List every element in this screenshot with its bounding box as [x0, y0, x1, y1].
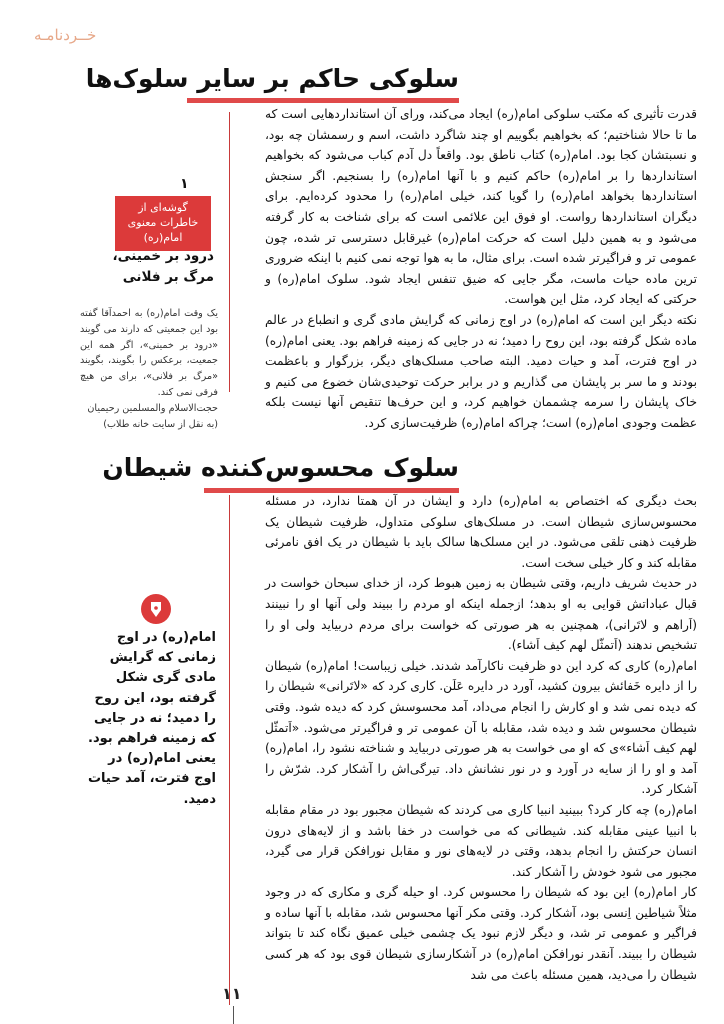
paragraph: نکته دیگر این است که امام(ره) در اوج زمانی که گرایش مادی گری و انطباع در عالم ماده شکل گرفته بود، این روح را دمید؛ نه در جایی که زمینه فراهم بود. یعنی امام(ره) در اوج فترت، آمد و حیات دمید. البته صاحب مسلک‌های دیگر، بزرگوار و باعظمت بودند و ما سر بر پایشان می گذاریم و در برابر حرکت توحیدی‌شان خضوع می کنیم و خاک پایشان را سرمه چشممان خواهیم کرد، و این حرف‌ها تنقیص آنها نیست بلکه عظمت وجودی امام(ره) است؛ چراکه امام(ره) ظرفیت‌سازی کرد. — [265, 312, 697, 430]
pen-nib-icon — [141, 594, 171, 624]
magazine-logo: خــردنامـه — [34, 26, 97, 44]
column-divider — [229, 495, 230, 1005]
paragraph: در حدیث شریف داریم، وقتی شیطان به زمین هبوط کرد، از خدای سبحان خواست در قبال عباداتش قوایی به او بدهد؛ ازجمله اینکه او مردم را ببیند ولی آنها او را نبینند (اَراهم و لاتَرانی)، همچنین به هر صورتی که خواست برای مردم دربیاید ولی او را تشخیص ندهند (اَتمثّل لهم کیف اَشاء). — [265, 576, 697, 653]
section-body-2 — [265, 491, 697, 985]
sidebar-number: ۱ — [180, 176, 189, 192]
page-number: ۱۱ — [222, 984, 242, 1003]
sidebar-text: یک وقت امام(ره) به احمدآقا گفته بود این جمعیتی که دارند می گویند «درود بر خمینی»، اگر همه این جمعیت، برعکس را بگویند، بگویند «مرگ بر فلانی»، برای من هیچ فرقی نمی کند. — [80, 308, 218, 398]
paragraph: قدرت تأثیری که مکتب سلوکی امام(ره) ایجاد می‌کند، ورای آن استانداردهایی است که ما تا حالا شناختیم؛ که بخواهیم بگوییم او چند شاگرد داشت، اسم و رسمشان چه بود، و نسبتشان کجا بود. امام(ره) کتاب ناطق بود. واقعاً دل آدم کباب می‌شود که بخواهیم استانداردها را بر امام(ره) حاکم کنیم و با آنها امام(ره) را بسنجیم. اگر سنجش استانداردها بخواهد امام(ره) را گویا کند، خیلی امام(ره) را محدود کرده‌ایم. برای دیگران استانداردها رواست. او فوق این علائمی است که برای شناخت به کار گرفته می‌شود و به همین دلیل است که حرکت امام(ره) غیرقابل دسترسی تر شده، چون عمومی تر و فراگیرتر شده است. برای مثال، ما به هوا توجه نمی کنیم با اینکه ضروری ترین ماده حیات ماست، مگر جایی که ضیق تنفس ایجاد شود. سلوک امام(ره) و حرکتی که ایجاد کرد، مثل این هواست. — [265, 107, 697, 307]
sidebar-source: حجت‌الاسلام والمسلمین رحیمیان (به نقل از سایت خانه طلاب) — [87, 402, 218, 430]
paragraph: امام(ره) چه کار کرد؟ ببینید انبیا کاری می کردند که شیطان مجبور بود در مقام مقابله با انبیا عینی مقابله کند. شیطانی که می خواست در خفا باشد و از لایه‌های درون انسان حرکتش را انجام بدهد، وقتی در لایه‌های نور و مقابل نورافکن قرار می گیرد، مجبور می شود خودش را آشکار کند. — [265, 802, 697, 879]
section-title-2: سلوک محسوس‌کننده شیطان — [102, 453, 459, 482]
sidebar-tag: گوشه‌ای از خاطرات معنوی امام(ره) — [115, 196, 211, 251]
section-title-underline-1 — [187, 98, 459, 103]
page-divider — [233, 1006, 234, 1024]
paragraph: امام(ره) کاری که کرد این دو ظرفیت ناکارآمد شدند. خیلی زیباست! امام(ره) شیطان را از دایره خَفائش بیرون کشید، آورد در دایره عَلَن. کاری کرد که «لاتَرانی» شیطان را که دیده نمی شد و او کارش را انجام می‌داد، آمد محسوسش کرد که دیده شود. وقتی شیطان محسوس شد و دیده شد، مقابله با آن عمومی تر و فراگیرتر می‌شود. «اَتمثّل لهم کیف اَشاء»ی که او می خواست به هر صورتی دربیاید و شناخته نشود را، امام(ره) آمد و او را از سایه در آورد و در نور نشانش داد. تیرگی‌اش را آشکار کرد. شرّش را آشکار کرد. — [265, 658, 697, 797]
section-title-1: سلوکی حاکم بر سایر سلوک‌ها — [85, 64, 459, 93]
column-divider — [229, 112, 230, 392]
pull-quote: امام(ره) در اوج زمانی که گرایش مادی گری شکل گرفته بود، این روح را دمید؛ نه در جایی که زمینه فراهم بود. یعنی امام(ره) در اوج فترت، آمد حیات دمید. — [87, 630, 216, 807]
paragraph: بحث دیگری که اختصاص به امام(ره) دارد و ایشان در آن همتا ندارد، در مسئله محسوس‌سازی شیطان است. در مسلک‌های سلوکی متداول، ظرفیت شیطان یک ظرفیت ذهنی تلقی می‌شود. در این مسلک‌ها سالک باید با شیطان در یک افق نامرئی مقابله کند و کار خیلی سخت است. — [265, 494, 697, 570]
paragraph: کار امام(ره) این بود که شیطان را محسوس کرد. او حیله گری و مکاری که در وجود مثلاً شیاطین اِنسی بود، آشکار کرد. وقتی مکر آنها محسوس شد، مقابله با آنها ساده و فراگیر و عمومی تر شد، و دیگر لازم نبود یک چشمی خیلی عمیق نگاه کند تا بتواند شیطان را ببیند. آنقدر نورافکن امام(ره) در آشکارسازی شیطان قوی بود که هر کسی شیطان را می‌دید، همین مسئله باعث می شد — [265, 885, 697, 982]
section-body-1 — [265, 104, 697, 434]
sidebar-body — [80, 306, 218, 432]
sidebar-heading: درود بر خمینی، مرگ بر فلانی — [112, 248, 214, 285]
